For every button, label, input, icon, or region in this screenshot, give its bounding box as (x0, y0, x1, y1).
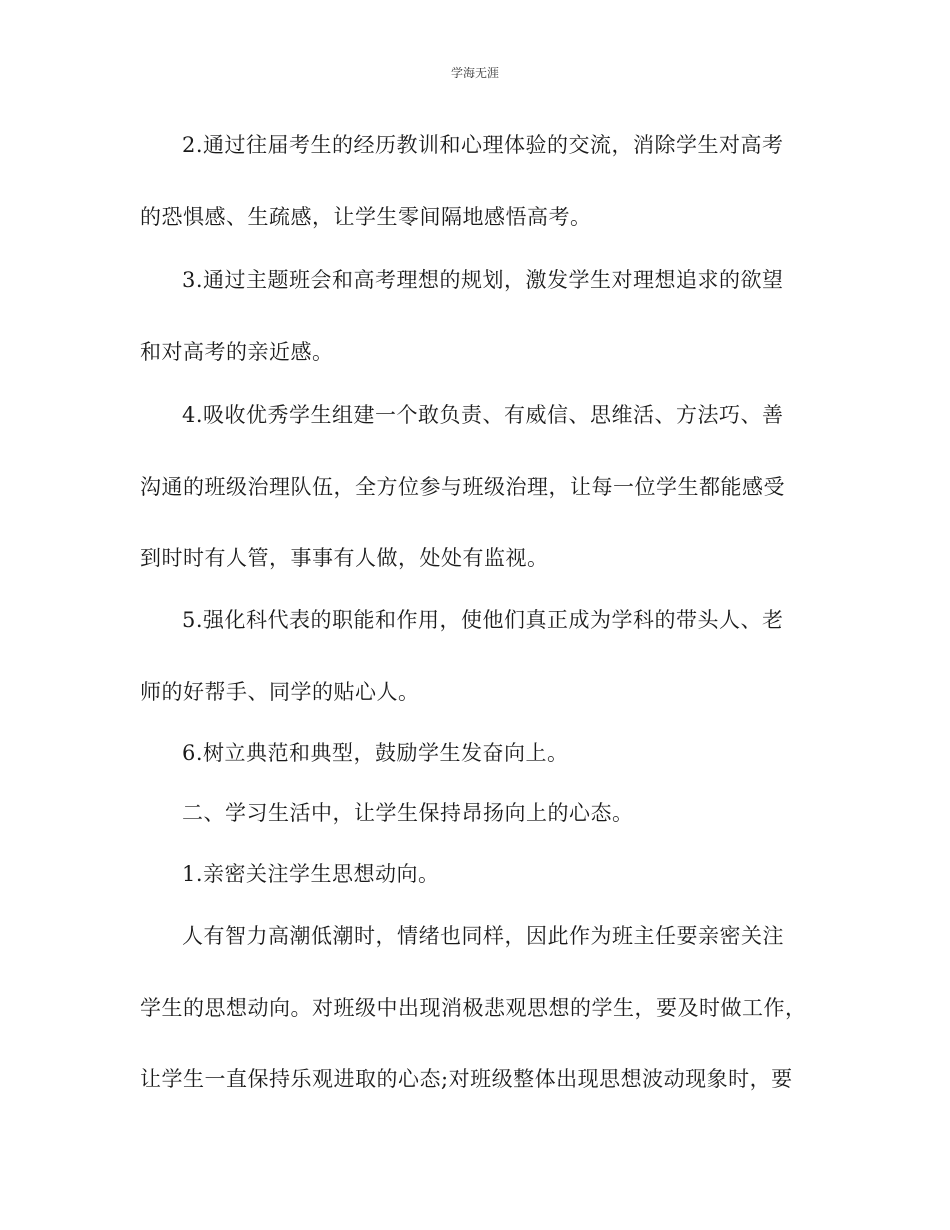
paragraph-line: 人有智力高潮低潮时，情绪也同样，因此作为班主任要亲密关注 (182, 924, 784, 948)
paragraph-line: 和对高考的亲近感。 (140, 340, 334, 364)
paragraph-line: 3.通过主题班会和高考理想的规划，激发学生对理想追求的欲望 (182, 268, 784, 292)
paragraph-line: 的恐惧感、生疏感，让学生零间隔地感悟高考。 (140, 205, 592, 229)
paragraph-line: 学生的思想动向。对班级中出现消极悲观思想的学生，要及时做工作， (140, 996, 807, 1020)
page-header: 学海无涯 (450, 66, 499, 80)
paragraph-line: 5.强化科代表的职能和作用，使他们真正成为学科的带头人、老 (182, 608, 784, 632)
paragraph-line: 2.通过往届考生的经历教训和心理体验的交流，消除学生对高考 (182, 133, 784, 157)
paragraph-line: 4.吸收优秀学生组建一个敢负责、有威信、思维活、方法巧、善 (182, 403, 784, 427)
paragraph-line: 师的好帮手、同学的贴心人。 (140, 680, 420, 704)
paragraph-line: 二、学习生活中，让学生保持昂扬向上的心态。 (182, 801, 634, 825)
paragraph-line: 到时时有人管，事事有人做，处处有监视。 (140, 546, 549, 570)
paragraph-line: 让学生一直保持乐观进取的心态;对班级整体出现思想波动现象时，要 (140, 1067, 793, 1091)
paragraph-line: 沟通的班级治理队伍，全方位参与班级治理，让每一位学生都能感受 (140, 475, 785, 499)
paragraph-line: 6.树立典范和典型，鼓励学生发奋向上。 (182, 741, 569, 765)
paragraph-line: 1.亲密关注学生思想动向。 (182, 862, 440, 886)
